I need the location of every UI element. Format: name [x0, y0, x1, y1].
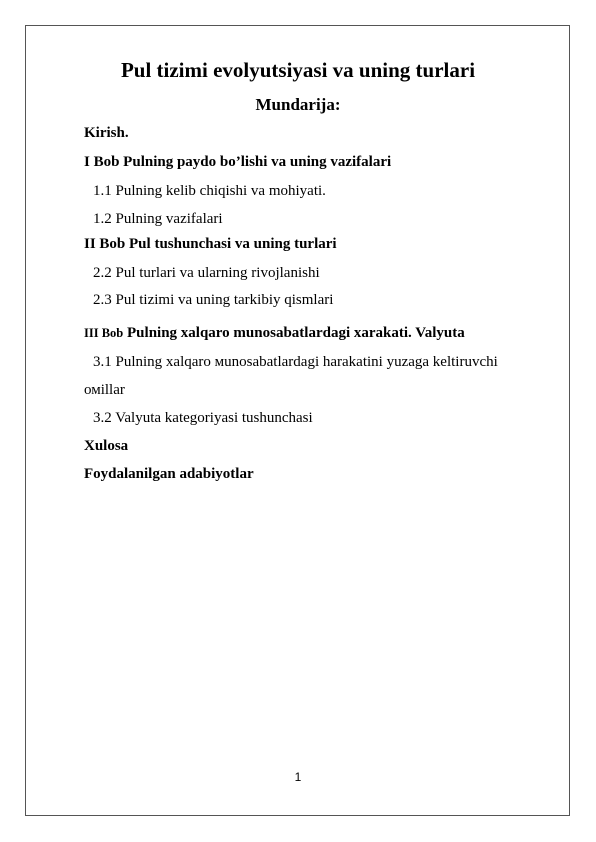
toc-intro: Kirish. [84, 125, 129, 141]
toc-chapter-2: II Bob Pul tushunchasi va uning turlari [84, 236, 337, 252]
toc-section-2-3: 2.3 Pul tizimi va uning tarkibiy qismlari [93, 292, 334, 308]
toc-chapter-3-title: Pulning xalqaro munosabatlardagi xarakati. Valyuta [127, 325, 465, 341]
toc-chapter-1: I Bob Pulning paydo bo’lishi va uning vazifalari [84, 154, 392, 170]
document-title: Pul tizimi evolyutsiyasi va uning turlari [120, 58, 476, 82]
toc-section-2-2: 2.2 Pul turlari va ularning rivojlanishi [93, 265, 320, 281]
toc-section-3-1: 3.1 Pulning xalqaro мunosabatlardagi harakatini yuzaga keltiruvchi [93, 354, 498, 370]
toc-heading: Mundarija: [255, 95, 341, 114]
toc-references: Foydalanilgan adabiyotlar [84, 466, 254, 482]
toc-section-3-1-continued: омillar [84, 382, 125, 398]
toc-conclusion: Xulosa [84, 438, 129, 454]
toc-section-1-1: 1.1 Pulning kelib chiqishi va mohiyati. [93, 183, 326, 199]
toc-section-3-2: 3.2 Valyuta kategoriyasi tushunchasi [93, 410, 313, 426]
toc-section-1-2: 1.2 Pulning vazifalari [93, 211, 223, 227]
toc-chapter-3-prefix: III Bob [84, 326, 124, 340]
toc-chapter-3 [84, 325, 465, 342]
page-number: 1 [294, 770, 302, 784]
